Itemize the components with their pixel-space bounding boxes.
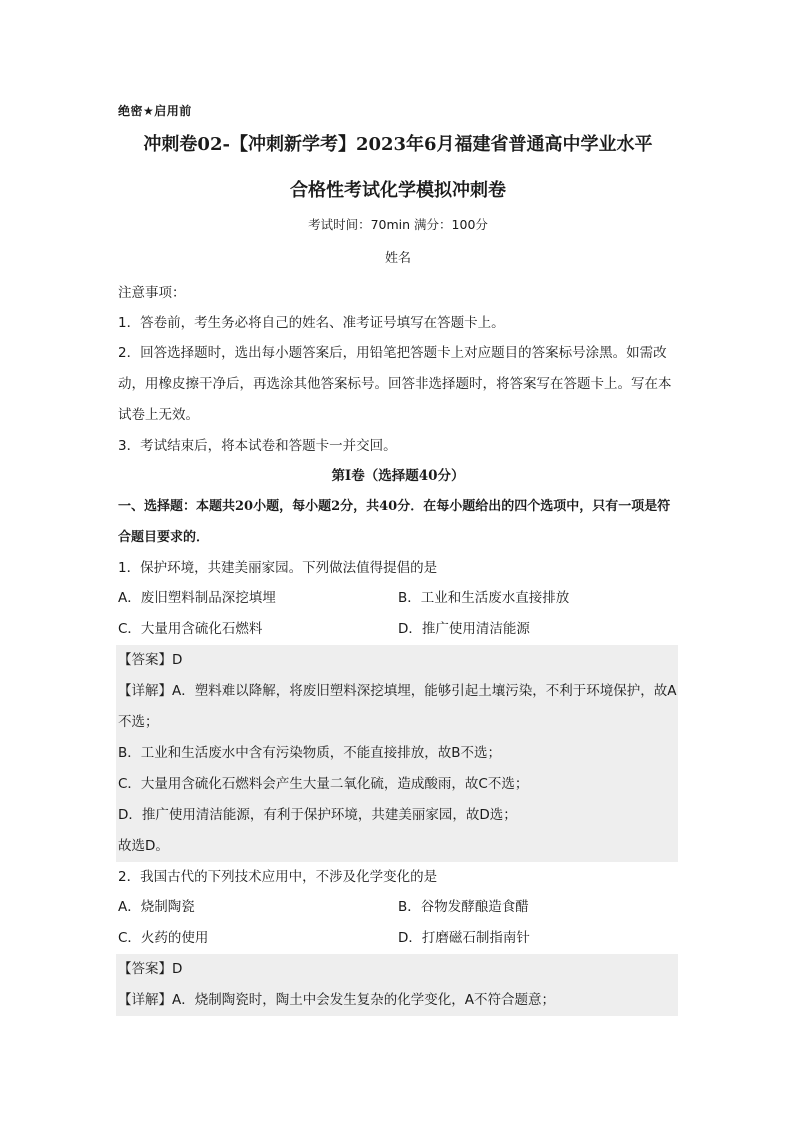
- page-content: [118, 102, 678, 1016]
- notice-item-2: 2．回答选择题时，选出每小题答案后，用铅笔把答题卡上对应题目的答案标号涂黑。如需改动，用橡皮擦干净后，再选涂其他答案标号。回答非选择题时，将答案写在答题卡上。写在本试卷上无效。: [118, 345, 672, 423]
- page-title-line2: 合格性考试化学模拟冲刺卷: [290, 180, 506, 201]
- question-2-detail-1: 【详解】A．烧制陶瓷时，陶土中会发生复杂的化学变化，A不符合题意；: [118, 992, 555, 1008]
- question-1-option-d: D．推广使用清洁能源: [398, 621, 530, 637]
- question-2-options-row-1: [118, 892, 678, 923]
- name-label: 姓名: [384, 251, 411, 266]
- notice-heading: 注意事项：: [118, 285, 186, 301]
- question-1-detail-2: B．工业和生活废水中含有污染物质，不能直接排放，故B不选；: [118, 745, 502, 761]
- question-1-answer-block: [116, 645, 678, 862]
- page-title-line1: 冲刺卷02-【冲刺新学考】2023年6月福建省普通高中学业水平: [143, 134, 653, 155]
- question-1-option-a: A．废旧塑料制品深挖填埋: [118, 590, 276, 606]
- notice-item-3: 3．考试结束后，将本试卷和答题卡一并交回。: [118, 438, 397, 454]
- question-1-stem: 1．保护环境，共建美丽家园。下列做法值得提倡的是: [118, 560, 438, 576]
- question-1-detail-3: C．大量用含硫化石燃料会产生大量二氧化硫，造成酸雨，故C不选；: [118, 776, 529, 792]
- secret-label: 绝密★启用前: [118, 104, 192, 118]
- question-1-detail-4: D．推广使用清洁能源，有利于保护环境，共建美丽家园，故D选；: [118, 807, 517, 823]
- question-2-option-d: D．打磨磁石制指南针: [398, 930, 530, 946]
- question-1-detail-1: 【详解】A．塑料难以降解，将废旧塑料深挖填埋，能够引起土壤污染，不利于环境保护，故A不选；: [118, 683, 677, 730]
- question-2-options-row-2: [118, 923, 678, 954]
- question-2-answer-block: [116, 954, 678, 1016]
- section-title: 第Ⅰ卷（选择题40分）: [331, 468, 465, 484]
- question-2-stem: 2．我国古代的下列技术应用中，不涉及化学变化的是: [118, 869, 438, 885]
- question-1-options-row-2: [118, 614, 678, 645]
- section-instruction: 一、选择题：本题共20小题，每小题2分，共40分．在每小题给出的四个选项中，只有一项是符合题目要求的．: [118, 499, 671, 545]
- question-1-detail-5: 故选D。: [118, 838, 169, 854]
- question-2-option-c: C．火药的使用: [118, 930, 209, 946]
- notice-item-1: 1．答卷前，考生务必将自己的姓名、准考证号填写在答题卡上。: [118, 315, 505, 331]
- question-1-options-row-1: [118, 583, 678, 614]
- question-1-answer: 【答案】D: [118, 652, 183, 668]
- question-1-option-b: B．工业和生活废水直接排放: [398, 590, 570, 606]
- question-2-answer: 【答案】D: [118, 961, 183, 977]
- question-1-option-c: C．大量用含硫化石燃料: [118, 621, 263, 637]
- exam-info: 考试时间：70min 满分：100分: [308, 217, 488, 232]
- question-2-option-a: A．烧制陶瓷: [118, 899, 195, 915]
- question-2-option-b: B．谷物发酵酿造食醋: [398, 899, 529, 915]
